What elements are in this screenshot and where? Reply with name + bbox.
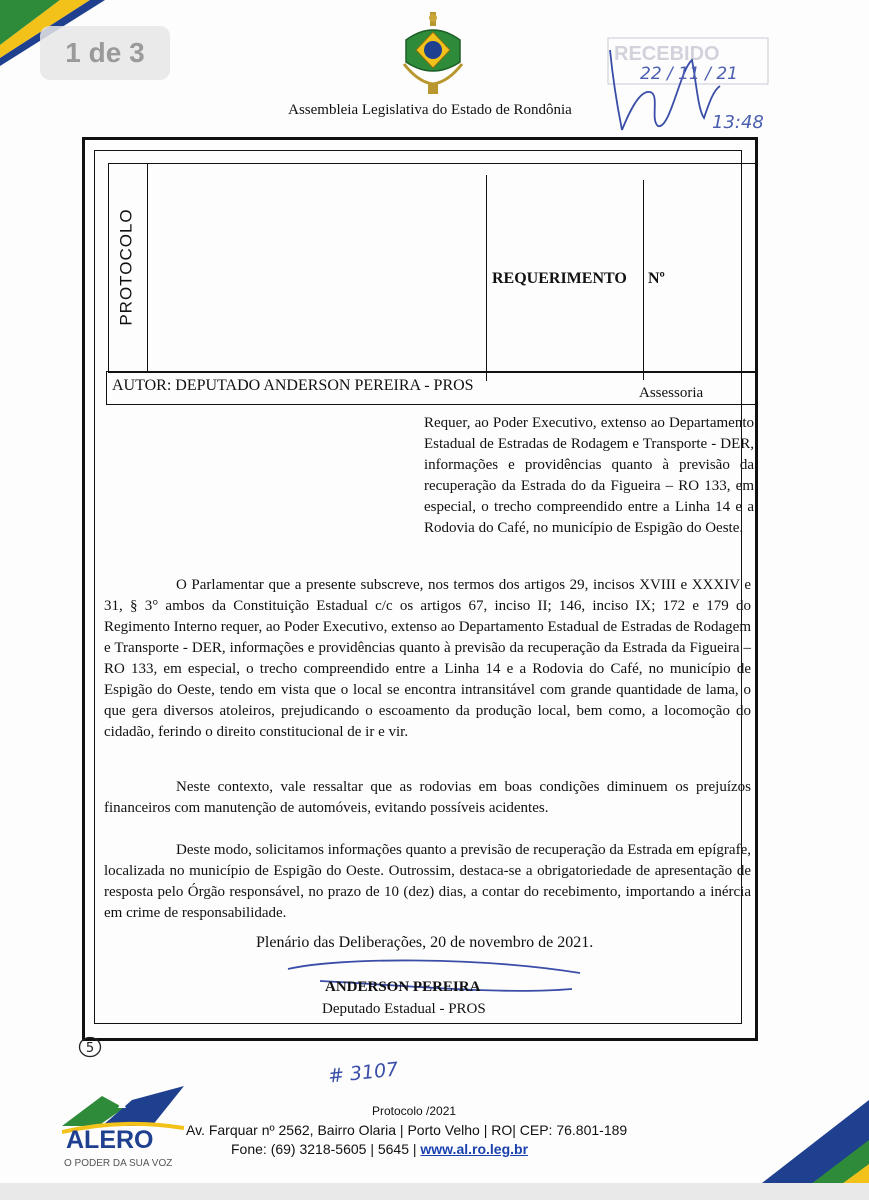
page-number-annotation <box>78 1036 102 1058</box>
logo-name: ALERO <box>66 1126 154 1154</box>
footer-contact-line <box>231 1141 528 1157</box>
requerimento-label: REQUERIMENTO <box>492 270 627 287</box>
footer-address: Av. Farquar nº 2562, Bairro Olaria | Porto Velho | RO| CEP: 76.801-189 <box>186 1122 628 1138</box>
handwritten-protocol-number: # 3107 <box>327 1058 400 1088</box>
viewer-bottom-strip <box>0 1183 869 1200</box>
stamp-date: 22 / 11 / 21 <box>640 64 738 84</box>
body-paragraph-1: O Parlamentar que a presente subscreve, nos termos dos artigos 29, incisos XVIII e XXXIV e 31, § 3° ambos da Constituição Estadual c/c os artigos 67, inciso II; 146, inciso IX; 172 e 179 do Regimento Interno requer, ao Poder Executivo, extenso ao Departamento Estadual de Estradas de Rodagem e Transporte - DER, informações e providências quanto à previsão da recuperação da Estrada da Figueira – RO 133, em especial, o trecho compreendido entre a Linha 14 e a Rodovia do Café, no município de Espigão do Oeste, tendo em vista que o local se encontra intransitável com grande quantidade de lama, o que gera diversos atoleiros, prejudicando o escoamento da produção local, bem como, a locomoção do cidadão, ferindo o direito constitucional de ir e vir. <box>104 577 751 740</box>
body-paragraph-2: Neste contexto, vale ressaltar que as rodovias em boas condições diminuem os prejuízos financeiros com manutenção de automóveis, evitando possíveis acidentes. <box>104 779 751 816</box>
header-divider <box>486 175 487 381</box>
request-summary: Requer, ao Poder Executivo, extenso ao Departamento Estadual de Estradas de Rodagem e Transporte - DER, informações e providências quanto à previsão da recuperação da Estrada do da Figueira – RO 133, em especial, o trecho compreendido entre a Linha 14 e a Rodovia do Café, no município de Espigão do Oeste. <box>424 415 754 536</box>
signer-name: ANDERSON PEREIRA <box>325 979 481 995</box>
protocol-label-wrapper <box>108 163 146 371</box>
svg-text:RECEBIDO: RECEBIDO <box>614 43 720 65</box>
protocol-label: PROTOCOLO <box>117 208 137 326</box>
assessoria-label: Assessoria <box>639 385 704 401</box>
header-divider <box>643 180 644 380</box>
website-link[interactable]: www.al.ro.leg.br <box>420 1141 529 1157</box>
number-label: Nº <box>648 270 665 287</box>
logo-tagline: O PODER DA SUA VOZ <box>64 1158 173 1169</box>
signer-role: Deputado Estadual - PROS <box>322 1001 486 1017</box>
footer-phone: Fone: (69) 3218-5605 | 5645 | <box>231 1141 421 1157</box>
header-box <box>146 163 757 373</box>
page-indicator[interactable]: 1 de 3 <box>40 26 170 80</box>
footer-protocol: Protocolo /2021 <box>372 1104 457 1118</box>
closing-line: Plenário das Deliberações, 20 de novembro de 2021. <box>256 934 594 951</box>
state-crest-icon <box>398 10 468 96</box>
page-number-text: 5 <box>85 1041 95 1056</box>
stamp-time: 13:48 <box>712 112 764 133</box>
author-label: AUTOR: DEPUTADO ANDERSON PEREIRA - PROS <box>112 377 474 394</box>
body-paragraph-3: Deste modo, solicitamos informações quanto a previsão de recuperação da Estrada em epígrafe, localizada no município de Espigão do Oeste. Outrossim, destaca-se a obrigatoriedade de apresentação de resposta pelo Órgão responsável, no prazo de 10 (dez) dias, a contar do recebimento, importando a inércia em crime de responsabilidade. <box>104 842 751 921</box>
assembly-title: Assembleia Legislativa do Estado de Rondônia <box>288 102 572 118</box>
